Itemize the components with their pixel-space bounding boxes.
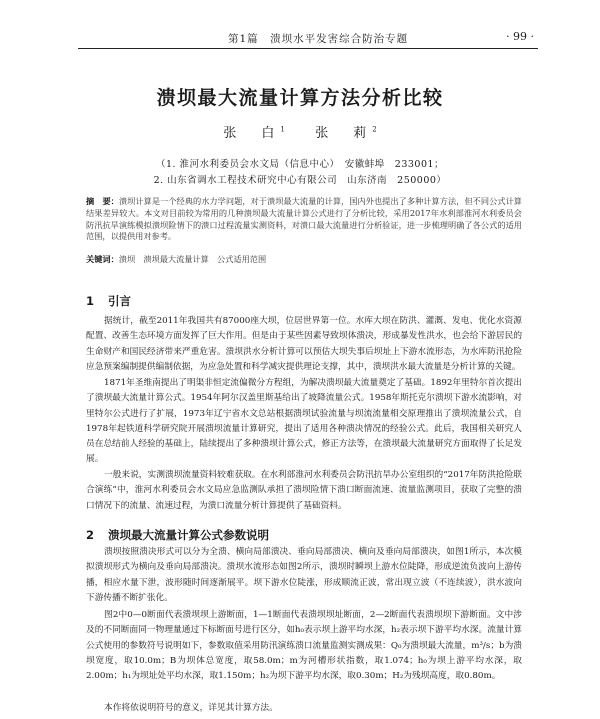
affiliation: 2. 山东省调水工程技术研究中心有限公司 山东济南 250000） [153, 175, 447, 186]
body-paragraph: 本作将依说明符号的意义，详见其计算方法。 [104, 703, 278, 713]
body-paragraph: 1871年圣维南提出了明渠非恒定流偏微分方程组，为解决溃坝最大流量奠定了基础。1892年里特尔首次提出了溃坝最大流量计算公式。1954年阿尔汉盖里斯基给出了坡降流量公式。1958年斯托克尔溃坝下游水流影响，对里特尔公式进行了扩展，1973年辽宁省水文总站根据溃坝试验流量与坝流流量相交原理推出了溃坝流量公式，自1978年起铁道科学研究院开展溃坝流量计算研究，提出了适用各种溃决情况的经验公式。此后，我国相关研究人员在总结前人经验的基础上，陆续提出了多种溃坝计算公式，修正方法等，在溃坝最大流量研究方面取得了长足发展。 [86, 378, 522, 465]
keywords-text: 溃坝 溃坝最大流量计算 公式适用范围 [118, 254, 267, 264]
running-head-title: 第1篇 溃坝水平发害综合防治专题 [228, 33, 409, 45]
abstract-text: 溃坝计算是一个经典的水力学问题，对于溃坝最大流量的计算，国内外也提出了多种计算方法，但不同公式计算结果差异较大。本文对目前较为常用的几种溃坝最大流量计算公式进行了分析比较，采用2017年水利部淮河水利委员会防汛抗旱演练模拟溃坝险情下的溃口过程流量实测资料，对溃口最大流量进行分析验证，进一步梳理明确了各公式的适用范围，以提供用对参考。 [86, 196, 522, 242]
paper-title: 溃坝最大流量计算方法分析比较 [156, 87, 444, 109]
affiliation: （1. 淮河水利委员会水文局（信息中心） 安徽蚌埠 233001； [155, 159, 445, 170]
body-paragraph: 溃坝按照溃决形式可以分为全溃、横向局部溃决、垂向局部溃决、横向及垂向局部溃决，如图1所示，本次模拟溃坝形式为横向及垂向局部溃决。溃坝水流形态如图2所示，溃坝时瞬坝上游水位陡降，形成逆流负波向上游传播，相应水量下泄，波形随时间逐渐展平。坝下游水位陡涨，形成顺流正波，常出现立波（不连续波），洪水波向下游传播不断扩张化。 [86, 547, 522, 603]
authors [0, 122, 600, 141]
body-paragraph: 一般来说，实测溃坝流量资料较难获取。在水利部淮河水利委员会防汛抗旱办公室组织的“2017年防洪抢险联合演练”中，淮河水利委员会水文局应急监测队承担了溃坝险情下溃口断面流速、流量监测项目，获取了完整的溃口情况下的流量、流速过程，为溃口流量分析计算提供了基础资料。 [86, 470, 522, 511]
author-affil-mark: 2 [372, 125, 377, 134]
section-number: 2 [86, 528, 95, 542]
author-name: 张 莉 [315, 126, 373, 141]
body-paragraph: 图2中0—0断面代表溃坝坝上游断面，1—1断面代表溃坝坝址断面，2—2断面代表溃坝坝下游断面。文中涉及的不同断面同一物理量通过下标断面号进行区分，如h₀表示坝上游平均水深，h₂表示坝下游平均水深。流量计算公式使用的参数符号说明如下，参数取值采用防汛演练溃口流量监测实测成果：Q₀为溃坝最大流量，m³/s；b为溃坝宽度，取10.0m；B为坝体总宽度，取58.0m；m为河槽形状指数，取1.074；h₀为坝上游平均水深，取2.00m；h₁为坝址处平均水深，取1.150m；h₂为坝下游平均水深，取0.30m；H₂为残坝高度，取0.80m。 [86, 610, 522, 682]
running-head [78, 30, 538, 49]
section-heading [86, 293, 131, 309]
body-paragraph: 据统计，截至2011年我国共有87000座大坝，位居世界第一位。水库大坝在防洪、灌溉、发电、优化水资源配置、改善生态环境方面发挥了巨大作用。但是由于某些因素导致坝体溃决，形成暴发性洪水，也会给下游居民的生命财产和国民经济带来严重危害。溃坝洪水分析计算可以预估大坝失事后坝址上下游水流形态，为水库防汛抢险应急预案编制提供编制依据，为应急处置和科学减灾提供理论支撑，其中，溃坝洪水最大流量是分析计算的关键。 [86, 316, 522, 372]
section-title: 溃坝最大流量计算公式参数说明 [108, 528, 269, 542]
keywords-label: 关键词： [86, 254, 119, 264]
keywords [86, 254, 522, 265]
author-name: 张 白 [223, 126, 281, 141]
author-affil-mark: 1 [280, 125, 285, 134]
section-title: 引言 [108, 294, 131, 308]
section-heading [86, 527, 269, 543]
page-number: · 99 · [506, 30, 534, 43]
section-number: 1 [86, 294, 95, 308]
abstract-label: 摘 要： [86, 196, 119, 206]
abstract [86, 196, 522, 243]
